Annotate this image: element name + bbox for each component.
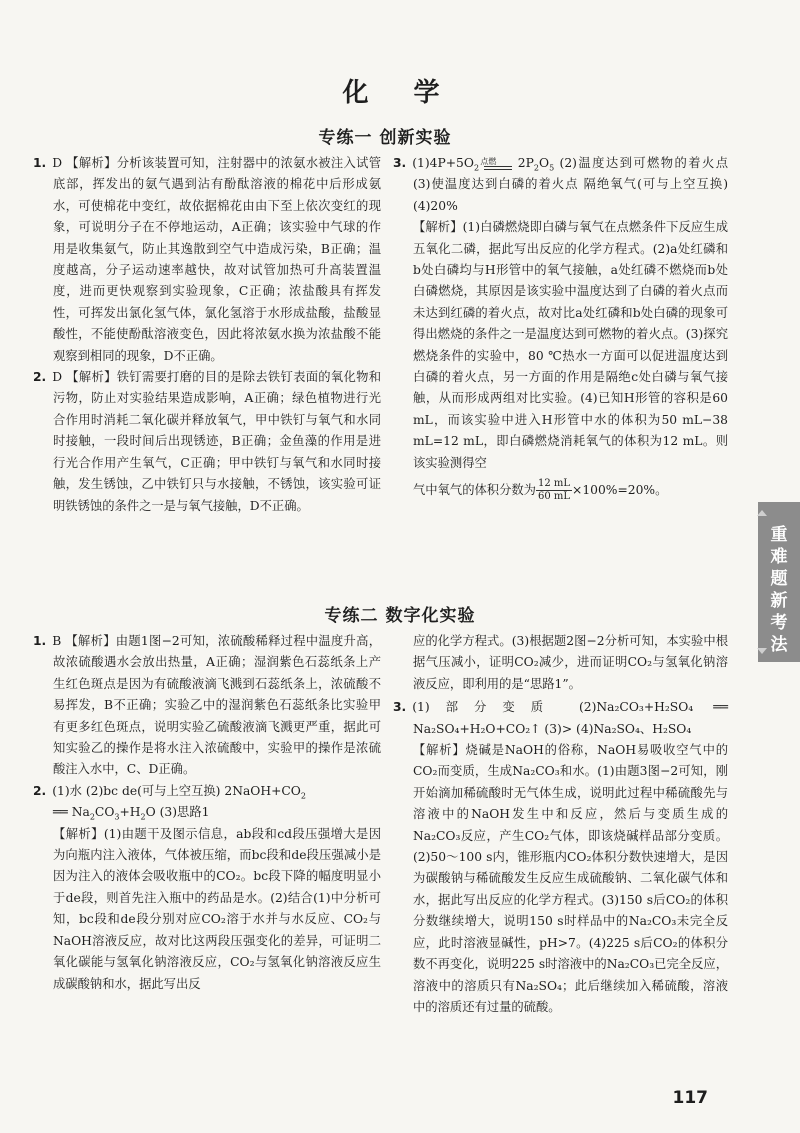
s1-question-2 — [33, 367, 381, 517]
tab-down-arrow-icon — [757, 648, 767, 654]
question-number: 2. — [33, 370, 47, 385]
answer-text: B 【解析】由题1图−2可知，浓硫酸稀释过程中温度升高，故浓硫酸遇水会放出热量，A正确；湿润紫色石蕊纸条上产生红色斑点是因为有硫酸液滴飞溅到石蕊纸条上，浓硫酸不易挥发，B不正确；实验乙中的湿润紫色石蕊纸条比实验甲有更多红色斑点，说明实验乙硫酸液滴飞溅更严重，据此可知实验乙的操作是将水注入浓硫酸中，实验甲的操作是浓硫酸注入水中，C、D正确。 — [52, 634, 381, 777]
tab-up-arrow-icon — [757, 510, 767, 516]
s1-question-1 — [33, 153, 381, 367]
section1-left-column — [33, 153, 381, 517]
reaction-condition: 点燃 — [484, 157, 512, 170]
question-number: 3. — [393, 156, 407, 170]
s1-question-3 — [393, 153, 728, 217]
s1-q3-explanation: 【解析】(1)白磷燃烧即白磷与氧气在点燃条件下反应生成五氧化二磷，据此写出反应的化学方程式。(2)a处红磷和b处白磷均与H形管中的氧气接触，a处红磷不燃烧而b处白磷燃烧，其原因是该实验中温度达到了白磷的着火点而未达到红磷的着火点，故对比a处红磷和b处白磷的现象可得出燃烧的条件之一是温度达到可燃物的着火点。(3)探究燃烧条件的实验中，80 ℃热水一方面可以促进温度达到白磷的着火点，另一方面的作用是隔绝c处白磷与氧气接触，从而形成两组对比实验。(4)已知H形管的容积是60 mL，而该实验中进入H形管中水的体积为50 mL−38 mL=12 mL，即白磷燃烧消耗氧气的体积为12 mL。则该实验测得空 — [413, 220, 728, 470]
question-number: 3. — [393, 700, 407, 715]
question-number: 1. — [33, 156, 47, 170]
side-tab-label: 重难题新考法 — [770, 525, 788, 655]
answer-text: (1)部分变质 (2)Na₂CO₃+H₂SO₄ ══ Na₂SO₄+H₂O+CO₂↑ (3)> (4)Na₂SO₄、H₂SO₄ — [412, 700, 728, 736]
equation: $(1)4P+5O_2$ 点燃 $2P_2O_5$ — [412, 156, 555, 173]
answer-text: D 【解析】分析该装置可知，注射器中的浓氨水被注入试管底部，挥发出的氨气遇到沾有酚酞溶液的棉花中后形成氨水，可使棉花中变红，故依据棉花由由下至上依次变红的现象，可说明分子在不停地运动，A正确；该实验中气球的作用是收集氨气，防止其逸散到空气中造成污染，B正确；温度越高，分子运动速率越快，故对试管加热可升高装置温度，进而更快观察到实验现象，C正确；浓盐酸具有挥发性，可挥发出氯化氢气体，氯化氢溶于水形成盐酸，盐酸显酸性，不能使酚酞溶液变色，因此将浓氨水换为浓盐酸不能观察到相同的现象，D不正确。 — [52, 156, 381, 363]
s1-q3-explanation-end: 气中氧气的体积分数为 $\frac{12 mL}{60 mL}$ ×100%=20%。 — [413, 478, 668, 503]
s2-question-1 — [33, 631, 381, 781]
section1-title: 专练一 创新实验 — [318, 128, 452, 148]
s2-question-2 — [33, 781, 381, 824]
fraction: $\frac{12 mL}{60 mL}$ — [537, 478, 571, 503]
section2-title: 专练二 数字化实验 — [324, 606, 476, 626]
question-number: 2. — [33, 783, 47, 798]
equation: (1)水 (2)bc de(可与上空互换) $2NaOH+CO_2$ ══ $Na_2CO_3+H_2O$ (3)思路1 — [52, 783, 306, 822]
section2-left-column — [33, 631, 381, 995]
s2-q3-explanation: 【解析】烧碱是NaOH的俗称，NaOH易吸收空气中的CO₂而变质，生成Na₂CO₃和水。(1)由题3图−2可知，刚开始滴加稀硫酸时无气体生成，说明此过程中稀硫酸先与溶液中的NaOH发生中和反应，然后与变质生成的Na₂CO₃反应，产生CO₂气体，即该烧碱样品部分变质。(2)50～100 s内，锥形瓶内CO₂体积分数快速增大，是因为碳酸钠与稀硫酸发生反应生成硫酸钠、二氧化碳气体和水，据此写出反应的化学方程式。(3)150 s后CO₂的体积分数继续增大，说明150 s时样品中的Na₂CO₃未完全反应，此时溶液显碱性，pH>7。(4)225 s后CO₂的体积分数不再变化，说明225 s时溶液中的Na₂CO₃已完全反应，溶液中的溶质只有Na₂SO₄；此后继续加入稀硫酸，溶液中的溶质还有过量的硫酸。 — [413, 743, 728, 1014]
page-number: 117 — [672, 1088, 708, 1108]
question-number: 1. — [33, 634, 47, 648]
s2-q2-explanation-cont: 应的化学方程式。(3)根据题2图−2分析可知，本实验中根据气压减小，证明CO₂减少，进而证明CO₂与氢氧化钠溶液反应，即利用的是“思路1”。 — [413, 634, 728, 691]
page-title: 化 学 — [342, 78, 458, 108]
s2-q2-explanation: 【解析】(1)由题干及图示信息，ab段和cd段压强增大是因为向瓶内注入液体，气体被压缩，而bc段和de段压强减小是因为注入的液体会吸收瓶中的CO₂。bc段下降的幅度明显小于de段，则首先注入瓶中的药品是水。(2)结合(1)中分析可知，bc段和de段分别对应CO₂溶于水并与水反应、CO₂与NaOH溶液反应，故对比这两段压强变化的差异，可证明二氧化碳能与氢氧化钠溶液反应，CO₂与氢氧化钠溶液反应生成碳酸钠和水，据此写出反 — [53, 826, 381, 991]
section2-right-column — [393, 631, 728, 1018]
answer-text: (2)温度达到可燃物的着火点 (3)使温度达到白磷的着火点 隔绝氧气(可与上空互换) (4)20% — [413, 156, 729, 213]
answer-text: D 【解析】铁钉需要打磨的目的是除去铁钉表面的氧化物和污物，防止对实验结果造成影响，A正确；绿色植物进行光合作用时消耗二氧化碳并释放氧气，甲中铁钉与氧气和水同时接触，一段时间后出现锈迹，B正确；金鱼藻的作用是进行光合作用产生氧气，C正确；甲中铁钉与氧气和水同时接触，发生锈蚀，乙中铁钉只与水接触，不锈蚀，该实验可证明铁锈蚀的条件之一是与氧气接触，D不正确。 — [52, 370, 381, 513]
s2-question-3 — [393, 697, 728, 740]
section1-right-column — [393, 153, 728, 503]
